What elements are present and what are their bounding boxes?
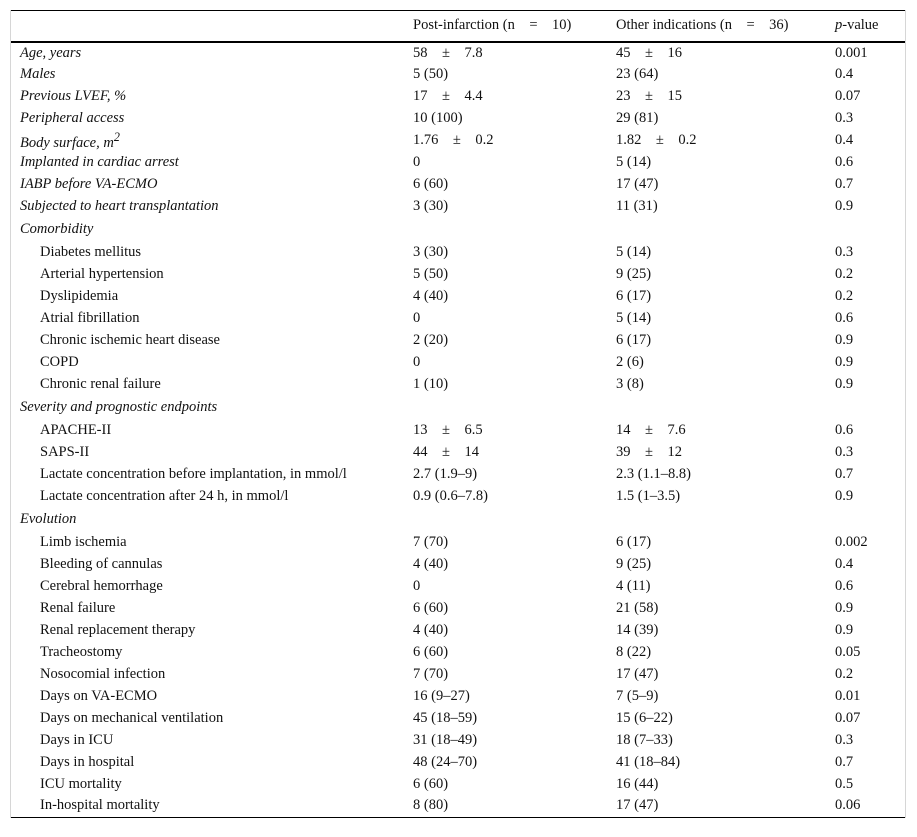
table-row [10,598,906,620]
post-infarction-value: 16 (9–27) [413,688,470,704]
row-label-text: Previous LVEF, % [20,88,127,104]
other-indications-value: 21 (58) [616,600,659,616]
other-indications-value: 9 (25) [616,556,652,572]
other-indications-value: 5 (14) [616,244,652,260]
table-row [10,554,906,576]
post-infarction-value: 6 (60) [413,644,449,660]
table-row [10,620,906,642]
table-row [10,264,906,286]
p-value: 0.7 [835,466,854,482]
row-label-text: Diabetes mellitus [40,244,142,260]
other-indications-value: 4 (11) [616,578,651,594]
p-value: 0.3 [835,444,854,460]
row-label-text: SAPS-II [40,444,90,460]
section-header-row [10,218,906,242]
row-label [10,420,403,442]
p-value: 0.3 [835,732,854,748]
post-infarction-value: 5 (50) [413,266,449,282]
row-label [10,330,403,352]
post-infarction-value: 0 [413,578,421,594]
row-label [10,352,403,374]
row-label [10,796,403,818]
table-row [10,374,906,396]
post-infarction-value: 13 ± 6.5 [413,422,483,438]
row-label-text: Subjected to heart transplantation [20,198,219,214]
row-label-text: Evolution [20,511,77,527]
row-label [10,64,403,86]
header-other-indications: Other indications (n = 36) [616,17,789,34]
row-label-text: APACHE-II [40,422,112,438]
p-value: 0.9 [835,198,854,214]
row-label [10,664,403,686]
table-row [10,708,906,730]
row-label [10,374,403,396]
post-infarction-value [403,396,606,420]
row-label [10,242,403,264]
post-infarction-value: 8 (80) [413,796,449,813]
row-label [10,464,403,486]
p-value: 0.7 [835,754,854,770]
row-label-text: Renal failure [40,600,116,616]
p-value: 0.4 [835,556,854,572]
table-row [10,642,906,664]
table-row [10,486,906,508]
post-infarction-value: 0 [413,310,421,326]
row-label [10,576,403,598]
other-indications-value: 16 (44) [616,776,659,792]
row-label [10,264,403,286]
row-label-text: Dyslipidemia [40,288,119,304]
other-indications-value: 2.3 (1.1–8.8) [616,466,691,482]
p-value: 0.05 [835,644,861,660]
table-row [10,532,906,554]
other-indications-value: 17 (47) [616,666,659,682]
p-value: 0.2 [835,288,854,304]
post-infarction-value: 6 (60) [413,176,449,192]
table-row [10,752,906,774]
post-infarction-value: 6 (60) [413,600,449,616]
other-indications-value: 14 (39) [616,622,659,638]
p-value: 0.5 [835,776,854,792]
row-label [10,174,403,196]
post-infarction-value: 5 (50) [413,66,449,82]
other-indications-value: 6 (17) [616,534,652,550]
p-value: 0.01 [835,688,861,704]
table-row [10,576,906,598]
table-row [10,420,906,442]
other-indications-value [606,396,825,420]
header-row [10,11,906,42]
table-row [10,286,906,308]
post-infarction-value: 48 (24–70) [413,754,478,770]
other-indications-value: 6 (17) [616,288,652,304]
row-label [10,752,403,774]
other-indications-value: 5 (14) [616,310,652,326]
p-value: 0.9 [835,332,854,348]
row-label-superscript: 2 [113,129,120,144]
p-value: 0.6 [835,310,854,326]
table-row [10,330,906,352]
row-label [10,308,403,330]
section-title [10,508,403,532]
p-value: 0.9 [835,376,854,392]
post-infarction-value: 3 (30) [413,244,449,260]
table-header [10,11,906,42]
p-value: 0.7 [835,176,854,192]
post-infarction-value: 31 (18–49) [413,732,478,748]
post-infarction-value: 3 (30) [413,198,449,214]
other-indications-value: 41 (18–84) [616,754,681,770]
post-infarction-value: 7 (70) [413,666,449,682]
p-value: 0.6 [835,578,854,594]
header-label-column [10,11,403,42]
p-value: 0.2 [835,266,854,282]
other-indications-value: 17 (47) [616,796,659,813]
other-indications-value: 1.82 ± 0.2 [616,132,697,148]
other-indications-value: 29 (81) [616,110,659,126]
row-label [10,442,403,464]
other-indications-value: 39 ± 12 [616,444,682,460]
p-value: 0.4 [835,66,854,82]
p-value: 0.4 [835,132,854,148]
post-infarction-value: 2.7 (1.9–9) [413,466,478,482]
row-label-text: Arterial hypertension [40,266,164,282]
row-label-text: In-hospital mortality [40,796,160,813]
post-infarction-value: 58 ± 7.8 [413,44,483,61]
row-label-text: Days in ICU [40,732,114,748]
p-value: 0.06 [835,796,861,813]
table-row [10,442,906,464]
other-indications-value: 17 (47) [616,176,659,192]
row-label-text: Body surface, m [20,134,114,151]
p-value: 0.9 [835,488,854,504]
p-value: 0.9 [835,354,854,370]
table-row [10,130,906,152]
p-value: 0.9 [835,622,854,638]
other-indications-value: 14 ± 7.6 [616,422,686,438]
other-indications-value [606,508,825,532]
row-label-text: Chronic ischemic heart disease [40,332,220,348]
header-post-infarction: Post-infarction (n = 10) [413,17,572,34]
row-label [10,130,403,152]
other-indications-value: 15 (6–22) [616,710,673,726]
p-value: 0.6 [835,154,854,170]
row-label-text: Chronic renal failure [40,376,161,392]
table-row [10,730,906,752]
p-value: 0.001 [835,44,868,61]
row-label-text: Nosocomial infection [40,666,166,682]
row-label-text: Days on VA-ECMO [40,688,158,704]
table-body [10,42,906,818]
row-label-text: Days on mechanical ventilation [40,710,224,726]
other-indications-value: 2 (6) [616,354,644,370]
other-indications-value: 45 ± 16 [616,44,682,61]
row-label [10,86,403,108]
row-label-text: Days in hospital [40,754,135,770]
row-label-text: Implanted in cardiac arrest [20,154,179,170]
row-label [10,598,403,620]
section-header-row [10,396,906,420]
other-indications-value: 8 (22) [616,644,652,660]
p-value: 0.2 [835,666,854,682]
row-label [10,620,403,642]
post-infarction-value: 4 (40) [413,288,449,304]
post-infarction-value: 0.9 (0.6–7.8) [413,488,488,504]
table-row [10,86,906,108]
other-indications-value: 23 (64) [616,66,659,82]
table-row [10,686,906,708]
section-header-row [10,508,906,532]
row-label-text: Tracheostomy [40,644,123,660]
table-row [10,796,906,818]
p-value [825,218,906,242]
table-row [10,64,906,86]
post-infarction-value: 4 (40) [413,622,449,638]
row-label [10,152,403,174]
other-indications-value: 5 (14) [616,154,652,170]
p-value: 0.002 [835,534,868,550]
table-row [10,308,906,330]
header-p-suffix: -value [842,17,879,34]
table-row [10,42,906,64]
table-row [10,774,906,796]
header-p-letter: p [835,17,843,34]
other-indications-value: 3 (8) [616,376,644,392]
row-label-text: Severity and prognostic endpoints [20,399,218,415]
post-infarction-value: 2 (20) [413,332,449,348]
table-row [10,196,906,218]
post-infarction-value: 45 (18–59) [413,710,478,726]
row-label [10,686,403,708]
row-label-text: Cerebral hemorrhage [40,578,163,594]
post-infarction-value: 4 (40) [413,556,449,572]
p-value: 0.6 [835,422,854,438]
comparison-table [10,10,906,818]
row-label-text: Renal replacement therapy [40,622,196,638]
post-infarction-value: 7 (70) [413,534,449,550]
p-value: 0.07 [835,710,861,726]
section-title [10,218,403,242]
row-label-text: Limb ischemia [40,534,127,550]
other-indications-value: 11 (31) [616,198,658,214]
p-value: 0.9 [835,600,854,616]
other-indications-value: 9 (25) [616,266,652,282]
table-row [10,174,906,196]
other-indications-value: 7 (5–9) [616,688,659,704]
row-label-text: Lactate concentration after 24 h, in mmol/l [40,488,289,504]
row-label [10,730,403,752]
table-row [10,152,906,174]
p-value [825,508,906,532]
row-label-text: Atrial fibrillation [40,310,140,326]
table-row [10,242,906,264]
row-label-text: COPD [40,354,79,370]
p-value [825,396,906,420]
row-label-text: Males [20,66,56,82]
p-value: 0.3 [835,110,854,126]
post-infarction-value: 44 ± 14 [413,444,479,460]
row-label-text: IABP before VA-ECMO [20,176,158,192]
p-value: 0.07 [835,88,861,104]
post-infarction-value: 0 [413,354,421,370]
post-infarction-value: 10 (100) [413,110,463,126]
row-label [10,642,403,664]
other-indications-value: 6 (17) [616,332,652,348]
row-label [10,196,403,218]
row-label [10,554,403,576]
row-label-text: Peripheral access [20,110,125,126]
other-indications-value: 23 ± 15 [616,88,682,104]
p-value: 0.3 [835,244,854,260]
post-infarction-value: 6 (60) [413,776,449,792]
post-infarction-value: 0 [413,154,421,170]
row-label [10,708,403,730]
table-row [10,352,906,374]
other-indications-value [606,218,825,242]
header-p-value [825,11,906,42]
row-label-text: Age, years [20,44,82,61]
post-infarction-value [403,508,606,532]
section-title [10,396,403,420]
other-indications-value: 1.5 (1–3.5) [616,488,681,504]
comparison-table-container [10,10,906,818]
post-infarction-value: 1 (10) [413,376,449,392]
row-label [10,286,403,308]
post-infarction-value: 17 ± 4.4 [413,88,483,104]
row-label [10,532,403,554]
post-infarction-value [403,218,606,242]
other-indications-value: 18 (7–33) [616,732,673,748]
post-infarction-value: 1.76 ± 0.2 [413,132,494,148]
row-label-text: Comorbidity [20,221,94,237]
row-label-text: Bleeding of cannulas [40,556,163,572]
row-label [10,108,403,130]
row-label [10,486,403,508]
row-label-text: ICU mortality [40,776,122,792]
row-label [10,42,403,64]
table-row [10,108,906,130]
row-label [10,774,403,796]
table-row [10,664,906,686]
table-row [10,464,906,486]
row-label-text: Lactate concentration before implantation, in mmol/l [40,466,347,482]
